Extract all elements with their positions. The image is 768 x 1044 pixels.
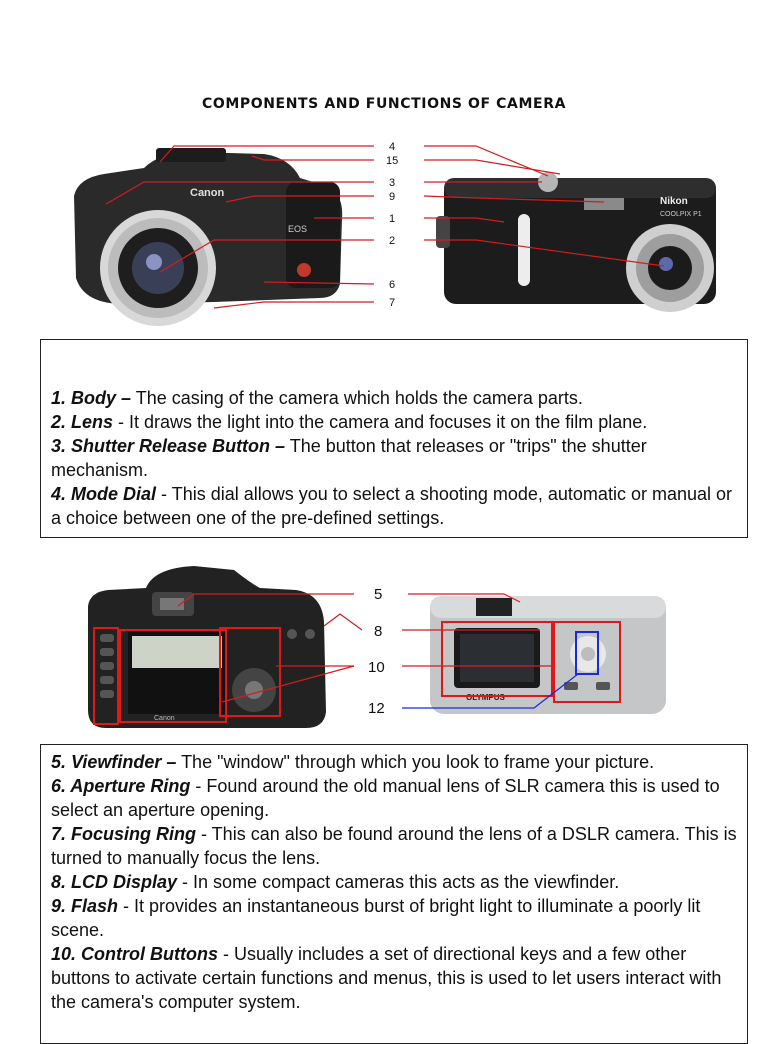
definition-term: 3. Shutter Release Button – [51,436,286,456]
callout-6: 6 [389,279,396,291]
camera-back-figure [84,562,674,738]
definition-text: - This can also be found around the lens of a DSLR camera. This is turned to manually focus the lens. [51,824,737,868]
definition-term: 1. Body – [51,388,132,408]
definition-term: 8. LCD Display [51,872,178,892]
definition-text: - Usually includes a set of directional keys and a few other buttons to activate certain functions and menus, this is used to let users interact with the camera's computer system. [51,944,722,1012]
definition-mode-dial [51,482,737,530]
definition-control-buttons [51,942,737,1014]
dslr-front-illustration [74,148,342,326]
definition-term: 5. Viewfinder – [51,752,177,772]
definitions-box-1 [40,339,748,538]
callout-10: 10 [368,659,385,676]
definition-shutter-release-button [51,434,737,482]
callout-1: 1 [389,213,396,225]
definition-text: The button that releases or "trips" the shutter mechanism. [51,436,647,480]
page-title: COMPONENTS AND FUNCTIONS OF CAMERA [201,96,567,112]
compact-brand-label: Nikon [660,196,688,207]
definition-text: - It provides an instantaneous burst of bright light to illuminate a poorly lit scene. [51,896,701,940]
definition-body [51,386,737,410]
callout-12: 12 [368,700,385,717]
definition-term: 6. Aperture Ring [51,776,191,796]
callout-8: 8 [374,623,383,640]
compact-back-brand-label: OLYMPUS [466,693,505,702]
definition-viewfinder [51,750,737,774]
dslr-back-brand-label: Canon [154,715,175,722]
definition-term: 10. Control Buttons [51,944,218,964]
definition-term: 2. Lens [51,412,114,432]
callout-9: 9 [389,191,396,203]
definition-text: The casing of the camera which holds the camera parts. [131,388,583,408]
definition-text: - It draws the light into the camera and focuses it on the film plane. [113,412,648,432]
definition-text: The "window" through which you look to frame your picture. [176,752,655,772]
compact-front-illustration [436,172,716,312]
definition-text: - In some compact cameras this acts as the viewfinder. [177,872,620,892]
dslr-brand-label: Canon [190,187,225,199]
callout-5: 5 [374,586,383,603]
definition-term: 4. Mode Dial [51,484,157,504]
dslr-model-label: EOS [288,224,308,234]
callout-3: 3 [389,177,396,189]
definition-lcd-display [51,870,737,894]
definition-lens [51,410,737,434]
callout-2: 2 [389,235,396,247]
definition-term: 7. Focusing Ring [51,824,197,844]
definitions-box-2 [40,744,748,1044]
definition-aperture-ring [51,774,737,822]
dslr-back-illustration [88,566,326,728]
definition-flash [51,894,737,942]
compact-model-label: COOLPIX P1 [660,211,702,218]
definition-focusing-ring [51,822,737,870]
definition-text: - Found around the old manual lens of SLR camera this is used to select an aperture opening. [51,776,720,820]
definition-text: - This dial allows you to select a shooting mode, automatic or manual or a choice between one of the pre-defined settings. [51,484,732,528]
camera-front-figure [64,138,726,330]
callout-7: 7 [389,297,396,309]
callout-15: 15 [386,155,399,167]
callout-4: 4 [389,141,396,153]
definition-term: 9. Flash [51,896,119,916]
